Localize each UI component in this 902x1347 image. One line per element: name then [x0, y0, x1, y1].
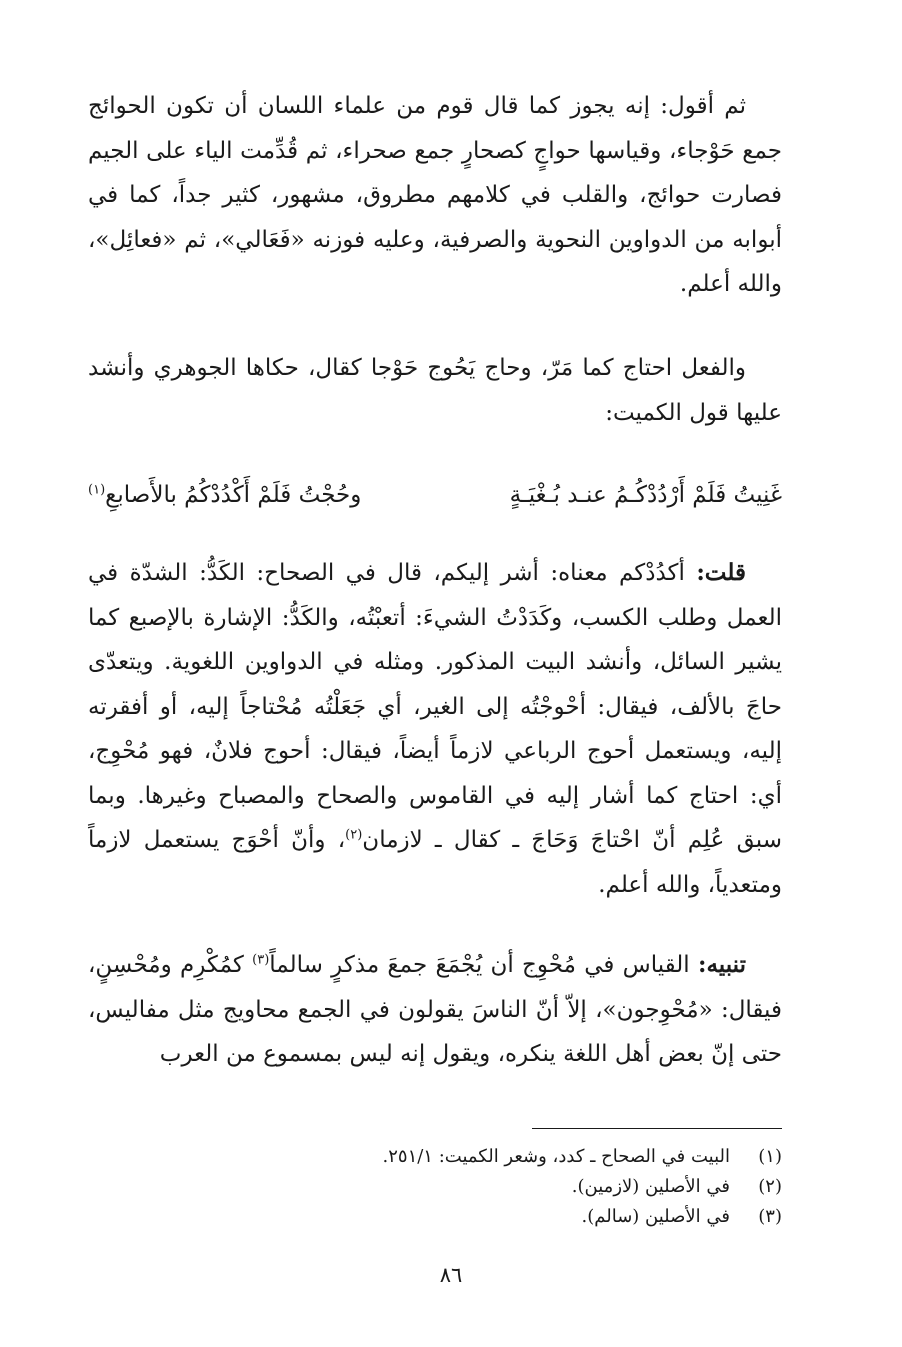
footnotes — [88, 1142, 782, 1232]
footnote-separator — [532, 1128, 782, 1129]
footnote-number: (١) — [758, 1146, 782, 1167]
paragraph-3-text-2: ، وأنّ أحْوَج يستعمل لازماً ومتعدياً، والله أعلم. — [88, 827, 782, 898]
paragraph-3-lead: قلت: — [696, 559, 746, 586]
paragraph-4-lead: تنبيه: — [697, 951, 746, 978]
footnote-text: البيت في الصحاح ـ كدد، وشعر الكميت: ٢٥١/١. — [382, 1146, 730, 1167]
footnote-3 — [88, 1202, 782, 1232]
footnote-ref-2[interactable]: (٢) — [345, 827, 363, 843]
paragraph-4-text-1: القياس في مُحْوِج أن يُجْمَعَ جمعَ مذكرٍ سالماً — [269, 952, 698, 978]
footnote-text: في الأصلين (لازمين). — [571, 1176, 730, 1197]
verse-hemistich-2: وحُجْتُ فَلَمْ أَكْدُدْكُمُ بالأَصابعِ — [105, 482, 362, 508]
footnote-text: في الأصلين (سالم). — [581, 1206, 730, 1227]
verse-hemistich-2-wrap — [88, 473, 361, 517]
paragraph-3-text-1: أكدُدْكم معناه: أشر إليكم، قال في الصحاح: الكَدُّ: الشدّة في العمل وطلب الكسب، وكَدَدْتُ الشيءَ: أتعبْتُه، والكَدُّ: الإشارة بالإصبع كما يشير السائل، وأنشد البيت المذكور. ومثله في الدواوين اللغوية. ويتعدّى حاجَ بالألف، فيقال: أحْوجْتُه إلى الغير، أي جَعَلْتُه مُحْتاجاً إليه، أو أفقرته إليه، ويستعمل أحوج الرباعي لازماً أيضاً، فيقال: أحوج فلانٌ، فهو مُحْوِج، أي: احتاج كما أشار إليه في القاموس والصحاح والمصباح وغيرها. وبما سبق عُلِم أنّ احْتاجَ وَحَاجَ ـ كقال ـ لازمان — [88, 560, 782, 853]
footnote-1 — [88, 1142, 782, 1172]
paragraph-2: والفعل احتاج كما مَرّ، وحاج يَحُوج حَوْجا كقال، حكاها الجوهري وأنشد عليها قول الكميت: — [88, 355, 782, 426]
footnote-number: (٣) — [758, 1206, 782, 1227]
footnote-2 — [88, 1172, 782, 1202]
paragraph-4 — [88, 943, 782, 1077]
verse-hemistich-1: غَنِيتُ فَلَمْ أَرْدُدْكُـمُ عنـد بُـغْيَـةٍ — [509, 482, 782, 508]
poetry-verse — [88, 473, 782, 517]
paragraph-4-text-2: كمُكْرِم ومُحْسِنٍ، فيقال: «مُحْوِجون»، إلاّ أنّ الناسَ يقولون في الجمع محاويج مثل مفاليس، حتى إنّ بعض أهل اللغة ينكره، ويقول إنه ليس بمسموع من العرب — [88, 952, 782, 1067]
footnote-ref-3[interactable]: (٣) — [252, 952, 270, 968]
footnote-number: (٢) — [758, 1176, 782, 1197]
page-number: ٨٦ — [439, 1263, 463, 1287]
footnote-ref-1[interactable]: (١) — [88, 482, 106, 498]
paragraph-3 — [88, 551, 782, 907]
paragraph-1: ثم أقول: إنه يجوز كما قال قوم من علماء اللسان أن تكون الحوائج جمع حَوْجاء، وقياسها حواجٍ كصحارٍ جمع صحراء، ثم قُدِّمت الياء على الجيم فصارت حوائج، والقلب في كلامهم مطروق، مشهور، كثير جداً، كما في أبوابه من الدواوين النحوية والصرفية، وعليه فوزنه «فَعَالي»، ثم «فعائِل»، والله أعلم. — [88, 93, 782, 297]
